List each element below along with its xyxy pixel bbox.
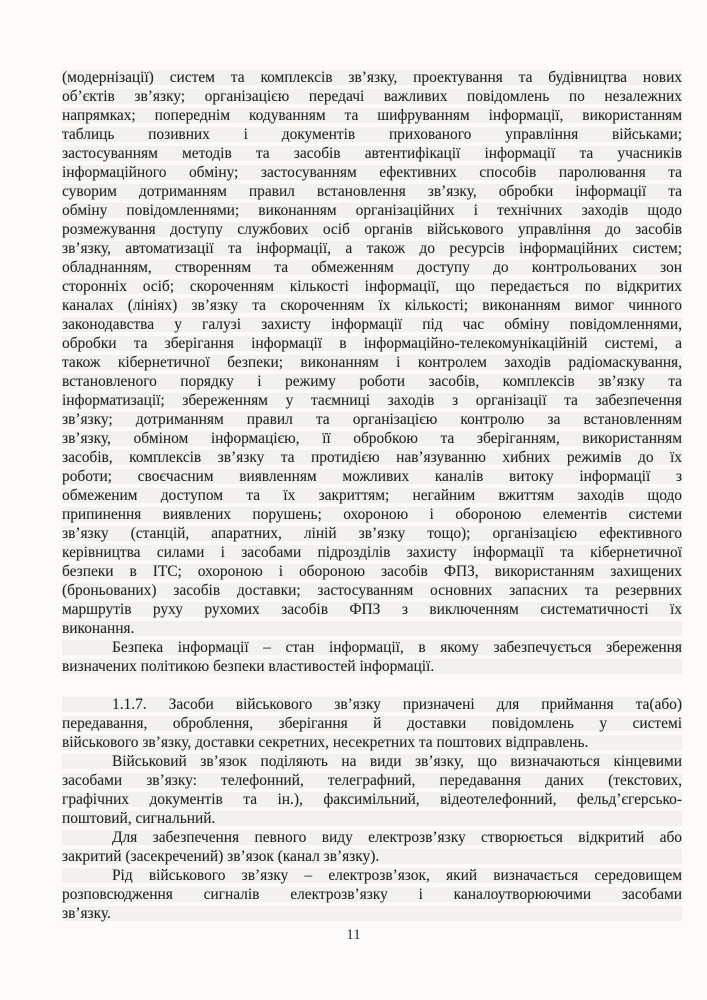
text-line: роботи; своєчасним виявленням можливих каналів витоку інформації з — [62, 468, 682, 485]
text-line: розповсюдження сигналів електрозв’язку і каналоутворюючими засобами — [62, 886, 682, 903]
page-footer — [0, 927, 707, 944]
text-line: військового зв’язку, доставки секретних, несекретних та поштових відправлень. — [62, 733, 682, 752]
text-line: обмеженим доступом та їх закриттям; негайним вжиттям заходів щодо — [62, 487, 682, 504]
text-line: Військовий зв’язок поділяють на види зв’язку, що визначаються кінцевими — [62, 752, 682, 771]
paragraph — [62, 695, 682, 752]
paragraph — [62, 68, 682, 638]
paragraph — [62, 752, 682, 828]
text-line: інформаційного обміну; застосуванням ефективних способів паролювання та — [62, 164, 682, 181]
text-line: застосуванням методів та засобів автентифікації інформації та учасників — [62, 145, 682, 162]
text-line: розмежування доступу службових осіб органів військового управління до засобів — [62, 221, 682, 238]
text-line: суворим дотриманням правил встановлення зв’язку, обробки інформації та — [62, 183, 682, 200]
text-line: (модернізації) систем та комплексів зв’язку, проектування та будівництва нових — [62, 69, 682, 86]
text-line: встановленого порядку і режиму роботи засобів, комплексів зв’язку та — [62, 373, 682, 390]
text-line: передавання, оброблення, зберігання й доставки повідомлень у системі — [62, 715, 682, 732]
text-line: також кібернетичної безпеки; виконанням і контролем заходів радіомаскування, — [62, 354, 682, 371]
text-line: сторонніх осіб; скороченням кількості інформації, що передається по відкритих — [62, 278, 682, 295]
text-line: законодавства у галузі захисту інформації під час обміну повідомленнями, — [62, 316, 682, 333]
text-line: зв’язку, автоматизації та інформації, а також до ресурсів інформаційних систем; — [62, 240, 682, 257]
text-line: обладнанням, створенням та обмеженням доступу до контрольованих зон — [62, 259, 682, 276]
text-line: визначених політикою безпеки властивостей інформації. — [62, 657, 682, 676]
text-line: 1.1.7. Засоби військового зв’язку призначені для приймання та(або) — [62, 695, 682, 714]
text-line: поштовий, сигнальний. — [62, 809, 682, 828]
text-line: зв’язку; дотриманням правил та організацією контролю за встановленням — [62, 411, 682, 428]
text-line: зв’язку, обміном інформацією, її обробкою та зберіганням, використанням — [62, 430, 682, 447]
text-line: керівництва силами і засобами підрозділів захисту інформації та кібернетичної — [62, 544, 682, 561]
paragraph — [62, 638, 682, 676]
text-line: об’єктів зв’язку; організацією передачі важливих повідомлень по незалежних — [62, 88, 682, 105]
text-line: припинення виявлених порушень; охороною і обороною елементів системи — [62, 506, 682, 523]
text-line: (броньованих) засобів доставки; застосуванням основних запасних та резервних — [62, 582, 682, 599]
text-line: маршрутів руху рухомих засобів ФПЗ з виключенням систематичності їх — [62, 601, 682, 618]
text-line: каналах (лініях) зв’язку та скороченням їх кількості; виконанням вимог чинного — [62, 297, 682, 314]
text-line: закритий (засекречений) зв’язок (канал зв’язку). — [62, 847, 682, 866]
text-line: графічних документів та ін.), факсимільний, відеотелефонний, фельд’єгерсько- — [62, 791, 682, 808]
text-line: Безпека інформації – стан інформації, в якому забезпечується збереження — [62, 638, 682, 657]
text-line: засобів, комплексів зв’язку та протидією нав’язуванню хибних режимів до їх — [62, 449, 682, 466]
text-block — [62, 68, 682, 923]
text-line: зв’язку (станцій, апаратних, ліній зв’язку тощо); організацією ефективного — [62, 525, 682, 542]
text-line: безпеки в ІТС; охороною і обороною засобів ФПЗ, використанням захищених — [62, 563, 682, 580]
text-line: Для забезпечення певного виду електрозв’язку створюється відкритий або — [62, 828, 682, 847]
text-line: зв’язку. — [62, 904, 682, 923]
paragraph — [62, 828, 682, 866]
text-line: таблиць позивних і документів прихованого управління військами; — [62, 126, 682, 143]
text-line: інформатизації; збереженням у таємниці заходів з організації та забезпечення — [62, 392, 682, 409]
page-number: 11 — [346, 927, 361, 943]
text-line: засобами зв’язку: телефонний, телеграфний, передавання даних (текстових, — [62, 772, 682, 789]
paragraph — [62, 866, 682, 923]
text-line: обробки та зберігання інформації в інформаційно-телекомунікаційній системі, а — [62, 335, 682, 352]
text-line: виконання. — [62, 619, 682, 638]
text-line: обміну повідомленнями; виконанням організаційних і технічних заходів щодо — [62, 202, 682, 219]
text-line: напрямках; попереднім кодуванням та шифруванням інформації, використанням — [62, 107, 682, 124]
text-line: Рід військового зв’язку – електрозв’язок, який визначається середовищем — [62, 866, 682, 885]
